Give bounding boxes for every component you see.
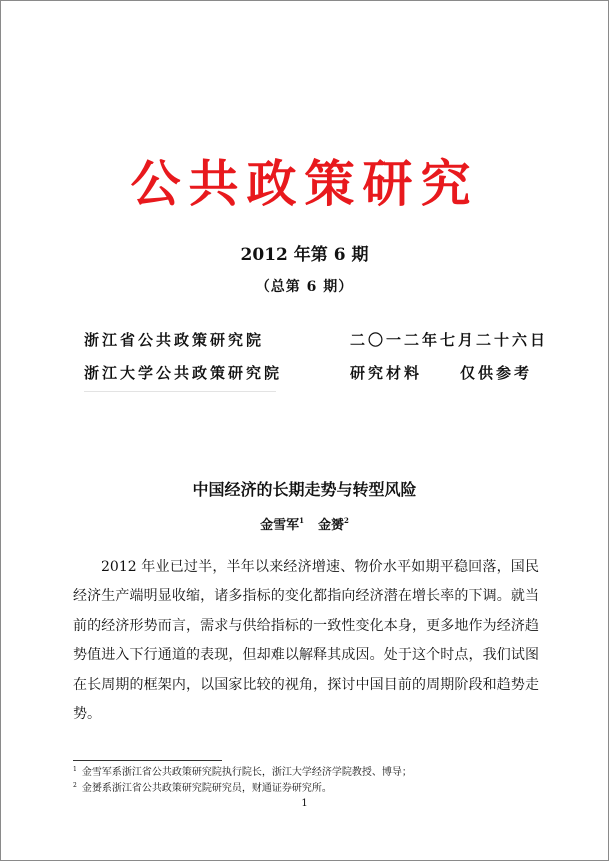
material-note — [350, 362, 532, 384]
author-footnote-mark: 2 — [344, 516, 349, 525]
article-title: 中国经济的长期走势与转型风险 — [192, 480, 417, 499]
issue-number: 2012 年第 6 期 — [240, 245, 369, 265]
publisher-zju-institute: 浙江大学公共政策研究院 — [84, 364, 283, 382]
footnote-mark: 1 — [73, 766, 77, 773]
author-name: 金雪军 — [260, 518, 300, 533]
header-divider — [84, 391, 276, 392]
footnote-text: 金雪军系浙江省公共政策研究院执行院长，浙江大学经济学院教授、博导； — [81, 767, 412, 778]
article-authors — [0, 516, 609, 536]
page-number: 1 — [301, 798, 308, 809]
issue-total-number: （总第 6 期） — [255, 279, 354, 295]
author-name: 金赟 — [318, 518, 345, 533]
masthead-title: 公共政策研究 — [130, 155, 479, 213]
footnote-text: 金赟系浙江省公共政策研究院研究员，财通证券研究所。 — [81, 783, 332, 794]
footnote — [73, 782, 543, 796]
material-label: 研究材料 — [350, 364, 423, 382]
footnote — [73, 766, 543, 780]
article-body-paragraph: 2012 年业已过半，半年以来经济增速、物价水平如期平稳回落，国民经济生产端明显收缩，诸多指标的变化都指向经济潜在增长率的下调。就当前的经济形势而言，需求与供给指标的一致性变化本身，更多地作为经济趋势值进入下行通道的表现，但却难以解释其成因。处于这个时点，我们试图在长周期的框架内，以国家比较的视角，探讨中国目前的周期阶段和趋势走势。 — [73, 559, 539, 723]
publication-date: 二〇一二年七月二十六日 — [350, 331, 549, 349]
publisher-provincial-institute: 浙江省公共政策研究院 — [84, 331, 265, 349]
footnote-divider — [73, 760, 222, 761]
author-footnote-mark: 1 — [299, 516, 304, 525]
footnote-mark: 2 — [73, 782, 77, 789]
reference-label: 仅供参考 — [460, 364, 533, 382]
